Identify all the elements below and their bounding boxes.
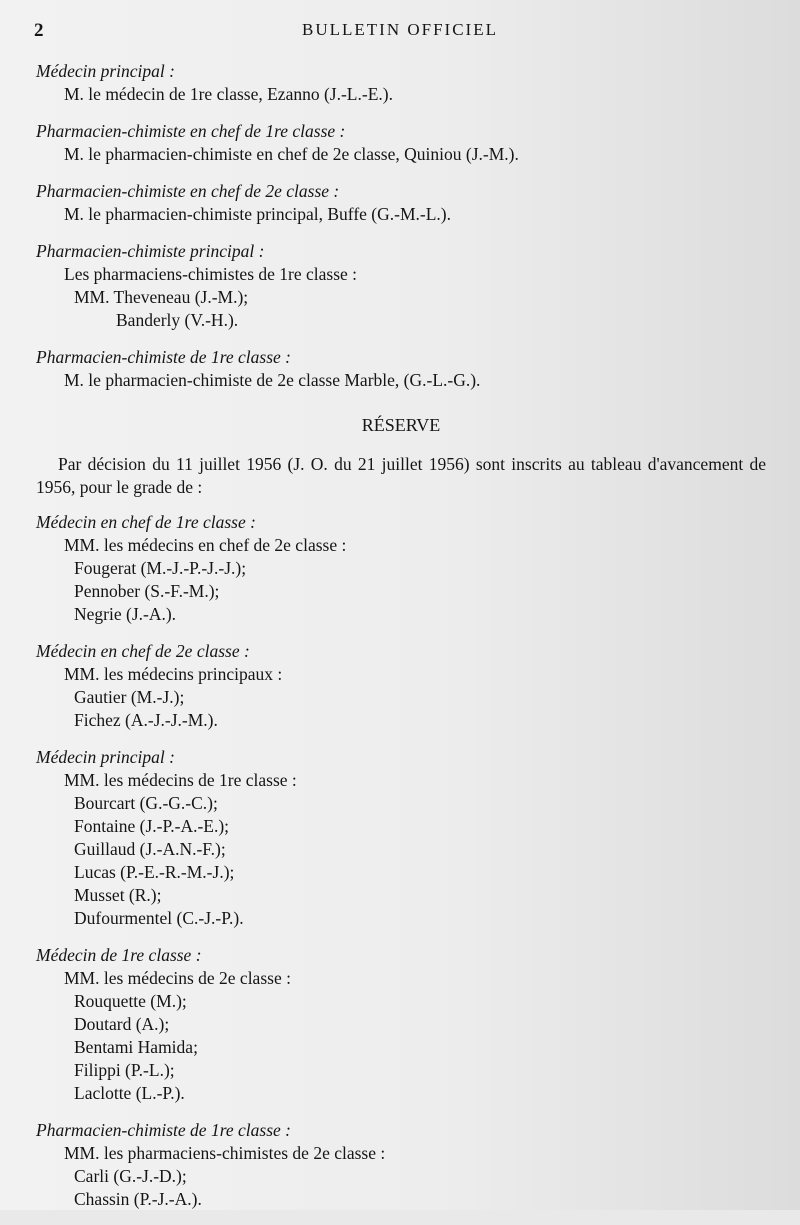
candidates-intro: MM. les médecins de 1re classe :: [64, 770, 297, 790]
officer-name: Laclotte (L.-P.).: [74, 1083, 185, 1103]
officer-name: Negrie (J.-A.).: [74, 604, 177, 624]
grade-block: [36, 511, 766, 626]
promotion-list-reserve: [36, 511, 766, 1211]
grade-block: [36, 746, 766, 930]
grade-heading: Médecin en chef de 1re classe :: [36, 512, 256, 532]
nomination-line: Les pharmaciens-chimistes de 1re classe :: [64, 264, 358, 284]
officer-name: Bourcart (G.-G.-C.);: [74, 793, 218, 813]
grade-heading: Pharmacien-chimiste de 1re classe :: [36, 1120, 291, 1140]
officer-name: Gautier (M.-J.);: [74, 687, 185, 707]
grade-heading: Pharmacien-chimiste en chef de 1re classe :: [36, 121, 346, 141]
officer-name: Fougerat (M.-J.-P.-J.-J.);: [74, 558, 247, 578]
officer-name: Doutard (A.);: [74, 1014, 170, 1034]
officer-name: Chassin (P.-J.-A.).: [74, 1189, 202, 1209]
officer-name: Fichez (A.-J.-J.-M.).: [74, 710, 218, 730]
grade-heading: Médecin principal :: [36, 61, 175, 81]
candidates-intro: MM. les pharmaciens-chimistes de 2e classe :: [64, 1143, 386, 1163]
officer-name: Fontaine (J.-P.-A.-E.);: [74, 816, 230, 836]
grade-block: [36, 640, 766, 732]
grade-heading: Pharmacien-chimiste en chef de 2e classe :: [36, 181, 340, 201]
grade-heading: Pharmacien-chimiste principal :: [36, 241, 265, 261]
officer-name: Dufourmentel (C.-J.-P.).: [74, 908, 244, 928]
grade-heading: Pharmacien-chimiste de 1re classe :: [36, 347, 291, 367]
officer-name: Musset (R.);: [74, 885, 162, 905]
grade-heading: Médecin principal :: [36, 747, 175, 767]
grade-heading: Médecin en chef de 2e classe :: [36, 641, 250, 661]
nomination-line: M. le pharmacien-chimiste de 2e classe Marble, (G.-L.-G.).: [64, 370, 481, 390]
running-head: BULLETIN OFFICIEL: [302, 20, 498, 39]
officer-name: Carli (G.-J.-D.);: [74, 1166, 187, 1186]
nomination-line: M. le médecin de 1re classe, Ezanno (J.-L.-E.).: [64, 84, 393, 104]
officer-name: Filippi (P.-L.);: [74, 1060, 175, 1080]
officer-name: Lucas (P.-E.-R.-M.-J.);: [74, 862, 235, 882]
page-content: [36, 60, 766, 1225]
candidates-intro: MM. les médecins en chef de 2e classe :: [64, 535, 347, 555]
grade-heading: Médecin de 1re classe :: [36, 945, 202, 965]
officer-name: Bentami Hamida;: [74, 1037, 198, 1057]
officer-name: Pennober (S.-F.-M.);: [74, 581, 220, 601]
grade-block: [36, 60, 766, 106]
grade-block: [36, 1119, 766, 1211]
officer-name: Rouquette (M.);: [74, 991, 187, 1011]
candidates-intro: MM. les médecins principaux :: [64, 664, 283, 684]
page-number: 2: [34, 20, 44, 41]
candidates-intro: MM. les médecins de 2e classe :: [64, 968, 291, 988]
officer-name: Banderly (V.-H.).: [116, 310, 239, 330]
grade-block: [36, 346, 766, 392]
grade-block: [36, 180, 766, 226]
grade-block: [36, 120, 766, 166]
officer-name: Guillaud (J.-A.N.-F.);: [74, 839, 226, 859]
grade-block: [36, 240, 766, 332]
nomination-line: M. le pharmacien-chimiste principal, Buffe (G.-M.-L.).: [64, 204, 451, 224]
nomination-line: M. le pharmacien-chimiste en chef de 2e classe, Quiniou (J.-M.).: [64, 144, 519, 164]
section-title: RÉSERVE: [361, 415, 441, 435]
grade-block: [36, 944, 766, 1105]
reserve-intro: Par décision du 11 juillet 1956 (J. O. du 21 juillet 1956) sont inscrits au tableau d'avancement de 1956, pour le grade de :: [36, 454, 766, 497]
promotion-list-active: [36, 60, 766, 392]
officer-name: MM. Theveneau (J.-M.);: [74, 287, 249, 307]
